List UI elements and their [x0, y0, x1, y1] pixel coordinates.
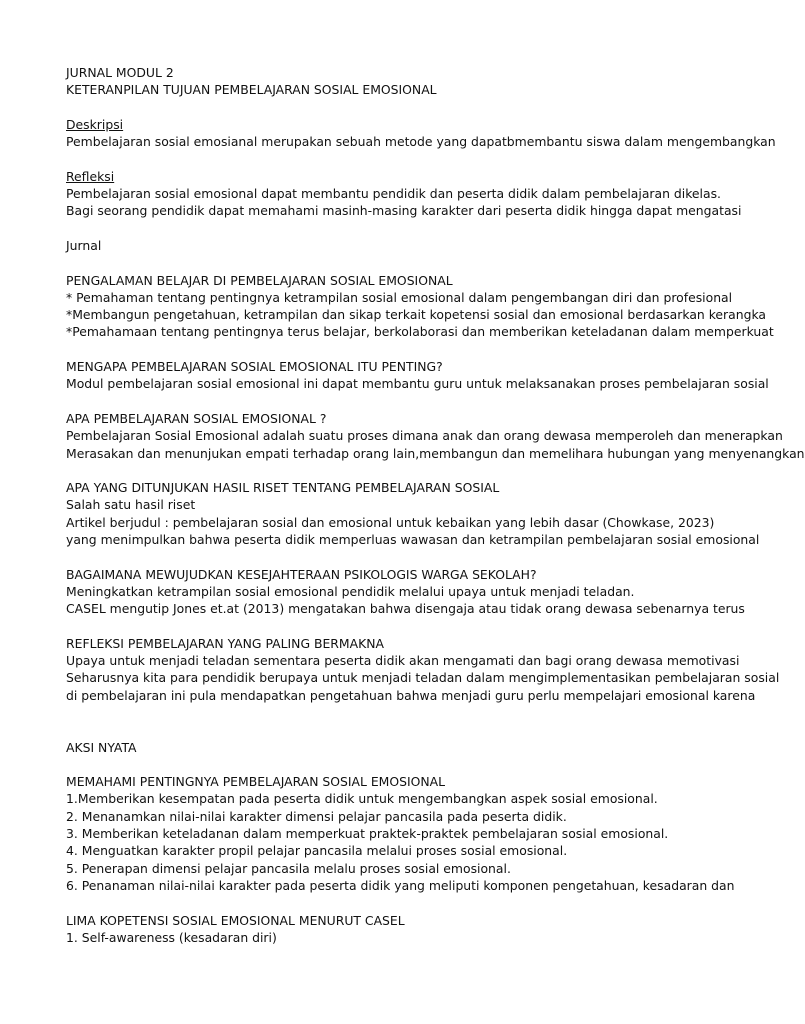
jurnal-label: Jurnal: [66, 237, 102, 253]
lima-kompetensi-heading: LIMA KOPETENSI SOSIAL EMOSIONAL MENURUT CASEL: [66, 912, 405, 928]
refleksi-bermakna-heading: REFLEKSI PEMBELAJARAN YANG PALING BERMAKNA: [66, 635, 384, 651]
riset-line: Artikel berjudul : pembelajaran sosial dan emosional untuk kebaikan yang lebih dasar (Chowkase, 2023): [66, 514, 715, 530]
memahami-heading: MEMAHAMI PENTINGNYA PEMBELAJARAN SOSIAL EMOSIONAL: [66, 774, 446, 790]
pengalaman-line: *Pemahamaan tentang pentingnya terus belajar, berkolaborasi dan memberikan keteladanan dalam memperkuat: [66, 324, 774, 340]
refleksi-bermakna-line: Seharusnya kita para pendidik berupaya untuk menjadi teladan dalam mengimplementasikan pembelajaran sosial: [66, 670, 780, 686]
memahami-item: 4. Menguatkan karakter propil pelajar pancasila melalui proses sosial emosional.: [66, 843, 568, 859]
document-title: JURNAL MODUL 2: [66, 65, 174, 80]
refleksi-bermakna-line: di pembelajaran ini pula mendapatkan pengetahuan bahwa menjadi guru perlu mempelajari emosional karena: [66, 687, 756, 703]
memahami-item: 2. Menanamkan nilai-nilai karakter dimensi pelajar pancasila pada peserta didik.: [66, 808, 567, 824]
lima-kompetensi-item: 1. Self-awareness (kesadaran diri): [66, 929, 277, 945]
memahami-item: 3. Memberikan keteladanan dalam memperkuat praktek-praktek pembelajaran sosial emosional.: [66, 826, 669, 842]
pengalaman-line: *Membangun pengetahuan, ketrampilan dan sikap terkait kopetensi sosial dan emosional berdasarkan kerangka: [66, 307, 767, 323]
kesejahteraan-heading: BAGAIMANA MEWUJUDKAN KESEJAHTERAAN PSIKOLOGIS WARGA SEKOLAH?: [66, 566, 537, 582]
memahami-item: 5. Penerapan dimensi pelajar pancasila melalu proses sosial emosional.: [66, 860, 511, 876]
refleksi-line: Bagi seorang pendidik dapat memahami masinh-masing karakter dari peserta didik hingga dapat mengatasi: [66, 203, 742, 219]
memahami-item: 1.Memberikan kesempatan pada peserta didik untuk mengembangkan aspek sosial emosional.: [66, 791, 658, 807]
kesejahteraan-line: CASEL mengutip Jones et.at (2013) mengatakan bahwa disengaja atau tidak orang dewasa sebenarnya terus: [66, 601, 745, 617]
document-page: [66, 64, 805, 946]
refleksi-line: Pembelajaran sosial emosional dapat membantu pendidik dan peserta didik dalam pembelajaran dikelas.: [66, 186, 721, 202]
memahami-item: 6. Penanaman nilai-nilai karakter pada peserta didik yang meliputi komponen pengetahuan, kesadaran dan: [66, 877, 735, 893]
apa-line: Pembelajaran Sosial Emosional adalah suatu proses dimana anak dan orang dewasa memperoleh dan menerapkan: [66, 428, 783, 444]
refleksi-bermakna-line: Upaya untuk menjadi teladan sementara peserta didik akan mengamati dan bagi orang dewasa memotivasi: [66, 653, 740, 669]
deskripsi-text: Pembelajaran sosial emosianal merupakan sebuah metode yang dapatbmembantu siswa dalam mengembangkan: [66, 134, 776, 150]
mengapa-heading: MENGAPA PEMBELAJARAN SOSIAL EMOSIONAL ITU PENTING?: [66, 359, 443, 375]
apa-heading: APA PEMBELAJARAN SOSIAL EMOSIONAL ?: [66, 410, 327, 426]
riset-line: Salah satu hasil riset: [66, 497, 196, 513]
deskripsi-heading: Deskripsi: [66, 116, 124, 132]
aksi-nyata-heading: AKSI NYATA: [66, 739, 137, 755]
apa-line: Merasakan dan menunjukan empati terhadap orang lain,membangun dan memelihara hubungan yang menyenangkan: [66, 445, 805, 461]
mengapa-line: Modul pembelajaran sosial emosional ini dapat membantu guru untuk melaksanakan proses pembelajaran sosial: [66, 376, 769, 392]
riset-line: yang menimpulkan bahwa peserta didik memperluas wawasan dan ketrampilan pembelajaran sosial emosional: [66, 532, 760, 548]
refleksi-heading: Refleksi: [66, 168, 115, 184]
document-subtitle: KETERANPILAN TUJUAN PEMBELAJARAN SOSIAL EMOSIONAL: [66, 82, 437, 98]
pengalaman-heading: PENGALAMAN BELAJAR DI PEMBELAJARAN SOSIAL EMOSIONAL: [66, 272, 453, 288]
pengalaman-line: * Pemahaman tentang pentingnya ketrampilan sosial emosional dalam pengembangan diri dan profesional: [66, 289, 733, 305]
kesejahteraan-line: Meningkatkan ketrampilan sosial emosional pendidik melalui upaya untuk menjadi teladan.: [66, 583, 635, 599]
riset-heading: APA YANG DITUNJUKAN HASIL RISET TENTANG PEMBELAJARAN SOSIAL: [66, 480, 500, 496]
